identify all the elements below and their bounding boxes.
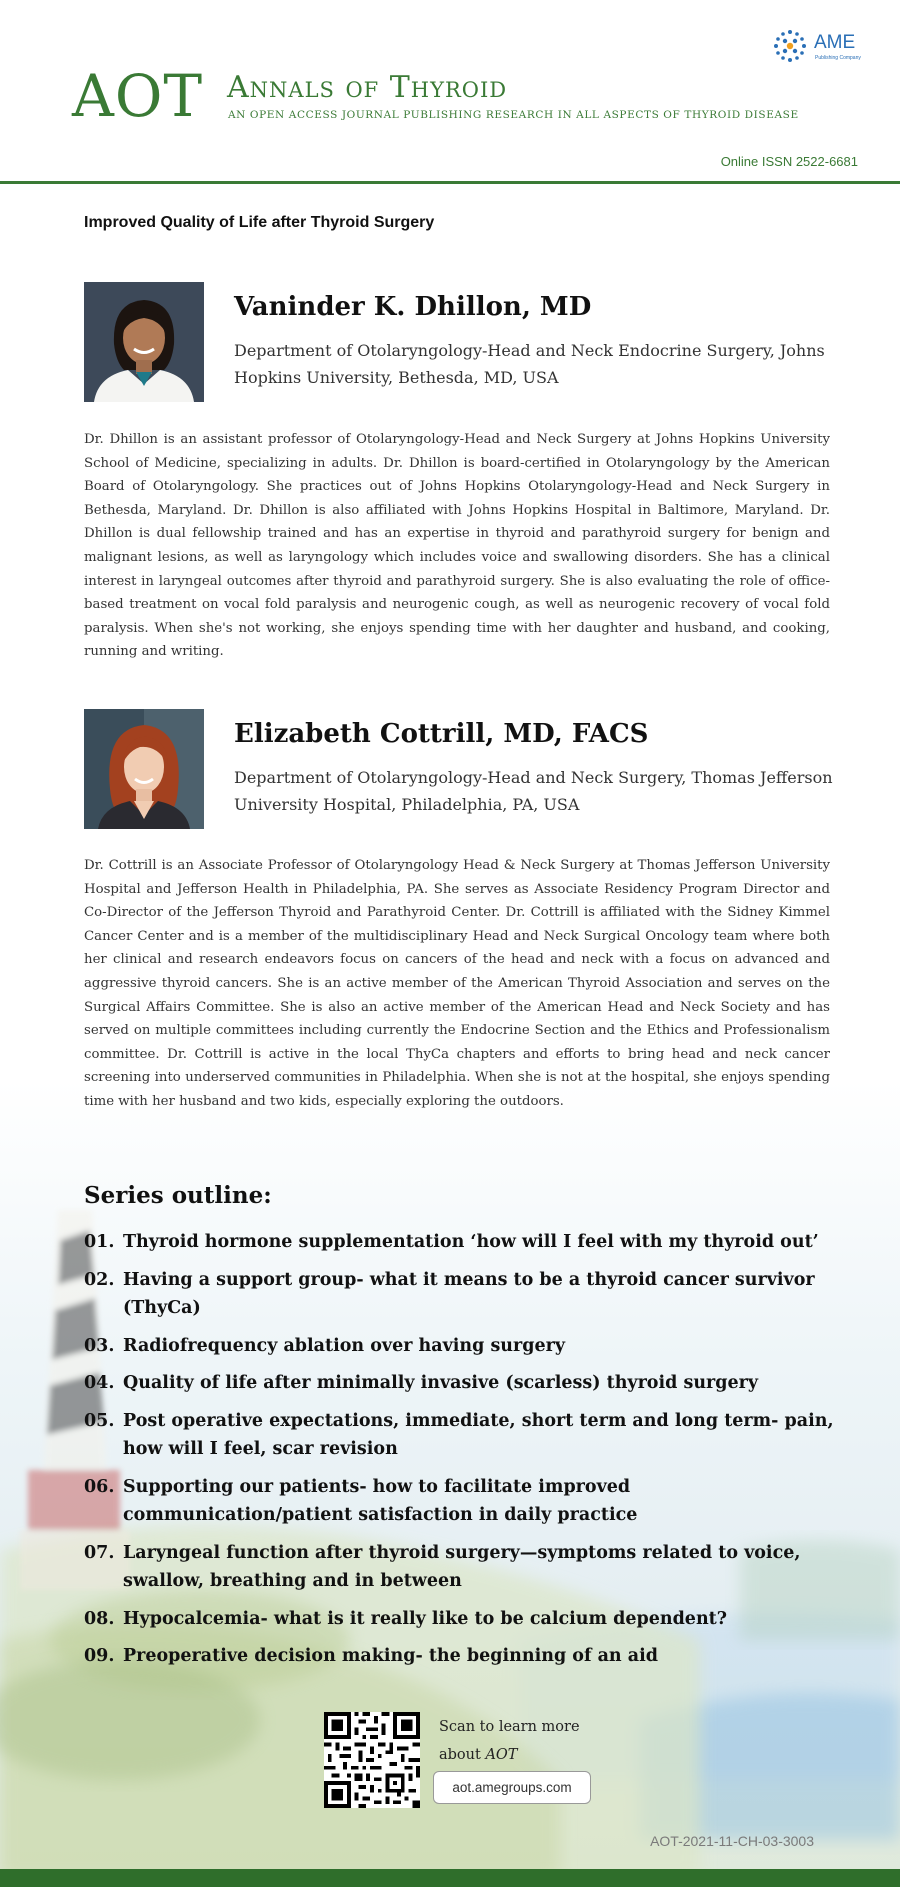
outline-item [84,1407,844,1464]
aot-logo: AOT [72,62,204,130]
journal-header [0,0,900,182]
header-divider [0,181,900,184]
outline-item [84,1473,844,1530]
outline-item [84,1266,844,1323]
author-bio-cottrill: Dr. Cottrill is an Associate Professor of Otolaryngology Head & Neck Surgery at Thomas Jefferson University Hospital and Jefferson Health in Philadelphia, PA. She serves as Associate Residency Program Director and Co-Director of the Jefferson Thyroid and Parathyroid Center. Dr. Cottrill is affiliated with the Sidney Kimmel Cancer Center and is a member of the multidisciplinary Head and Neck Surgical Oncology team where both her clinical and research endeavors focus on cancers of the head and neck with a focus on advanced and aggressive thyroid cancers. She is an active member of the American Thyroid Association and serves on the Surgical Affairs Committee. She is also an active member of the American Head and Neck Society and has served on multiple committees including currently the Endocrine Section and the Ethics and Professionalism committee. Dr. Cottrill is active in the local ThyCa chapters and efforts to bring head and neck cancer screening into underserved communities in Philadelphia. When she is not at the hospital, she enjoys spending time with her husband and two kids, especially exploring the outdoors. [84,858,830,1109]
outline-item-text: Quality of life after minimally invasive (scarless) thyroid surgery [123,1373,759,1393]
ame-dots-icon [772,28,808,64]
outline-item [84,1369,844,1398]
outline-item-text: Hypocalcemia- what is it really like to be calcium dependent? [123,1608,728,1629]
ame-logo [772,28,872,68]
outline-item-number: 01. [84,1232,115,1252]
author-name-dhillon: Vaninder K. Dhillon, MD [234,292,592,322]
outline-item-number: 06. [84,1476,115,1497]
journal-title: Annals of Thyroid [227,70,508,105]
series-outline-list [84,1228,844,1680]
footer-bar [0,1869,900,1887]
outline-item [84,1605,844,1634]
qr-code[interactable] [324,1712,420,1808]
scan-prompt-prefix: about [439,1747,486,1763]
outline-item-text: Preoperative decision making- the beginning of an aid [123,1646,658,1666]
outline-item [84,1642,844,1671]
scan-prompt [439,1713,580,1769]
ame-logo-subtext: Publishing Company [815,55,861,61]
journal-subtitle: AN OPEN ACCESS JOURNAL PUBLISHING RESEARCH IN ALL ASPECTS OF THYROID DISEASE [228,109,799,121]
series-outline-heading: Series outline: [84,1182,272,1209]
outline-item-number: 09. [84,1646,115,1666]
poster-code: AOT-2021-11-CH-03-3003 [650,1833,814,1849]
outline-item-text: Supporting our patients- how to facilitate improved communication/patient satisfaction in daily practice [123,1476,638,1525]
outline-item-text: Thyroid hormone supplementation ‘how will I feel with my thyroid out’ [123,1232,819,1252]
outline-item-text: Post operative expectations, immediate, short term and long term- pain, how will I feel, scar revision [123,1410,834,1459]
author-name-cottrill: Elizabeth Cottrill, MD, FACS [234,719,649,749]
author-photo-dhillon [84,282,204,402]
outline-item-number: 08. [84,1608,115,1629]
outline-item-text: Radiofrequency ablation over having surgery [123,1335,566,1356]
scan-prompt-line1: Scan to learn more [439,1719,580,1735]
outline-item-number: 07. [84,1542,115,1563]
author-affiliation-cottrill: Department of Otolaryngology-Head and Neck Surgery, Thomas Jefferson University Hospital, Philadelphia, PA, USA [234,768,833,814]
ame-logo-text: AME [814,32,856,53]
series-title: Improved Quality of Life after Thyroid Surgery [84,214,435,231]
scan-prompt-line2 [439,1741,580,1769]
issn: Online ISSN 2522-6681 [720,154,858,169]
outline-item [84,1332,844,1361]
outline-item-text: Laryngeal function after thyroid surgery—symptoms related to voice, swallow, breathing and in between [123,1542,801,1591]
author-bio-dhillon: Dr. Dhillon is an assistant professor of Otolaryngology-Head and Neck Surgery at Johns Hopkins University School of Medicine, specializing in adults. Dr. Dhillon is board-certified in Otolaryngology by the American Board of Otolaryngology. She practices out of Johns Hopkins Otolaryngology-Head and Neck Surgery in Bethesda, Maryland. Dr. Dhillon is also affiliated with Johns Hopkins Hospital in Baltimore, Maryland. Dr. Dhillon is dual fellowship trained and has an expertise in thyroid and parathyroid surgery for benign and malignant lesions, as well as laryngology which includes voice and swallowing disorders. She has a clinical interest in laryngeal outcomes after thyroid and parathyroid surgery. She is also evaluating the role of office-based treatment on vocal fold paralysis and neurogenic cough, as well as neurogenic recovery of vocal fold paralysis. When she's not working, she enjoys spending time with her daughter and husband, and cooking, running and writing. [84,432,830,660]
scan-prompt-journal: AOT [485,1747,518,1763]
outline-item-text: Having a support group- what it means to be a thyroid cancer survivor (ThyCa) [123,1269,815,1318]
outline-item [84,1228,844,1257]
outline-item-number: 02. [84,1269,115,1290]
journal-url-link[interactable]: aot.amegroups.com [433,1771,591,1804]
author-photo-cottrill [84,709,204,829]
outline-item-number: 03. [84,1335,115,1356]
outline-item [84,1539,844,1596]
author-affiliation-dhillon: Department of Otolaryngology-Head and Neck Endocrine Surgery, Johns Hopkins University, Bethesda, MD, USA [234,341,825,387]
outline-item-number: 04. [84,1373,115,1393]
outline-item-number: 05. [84,1410,115,1431]
